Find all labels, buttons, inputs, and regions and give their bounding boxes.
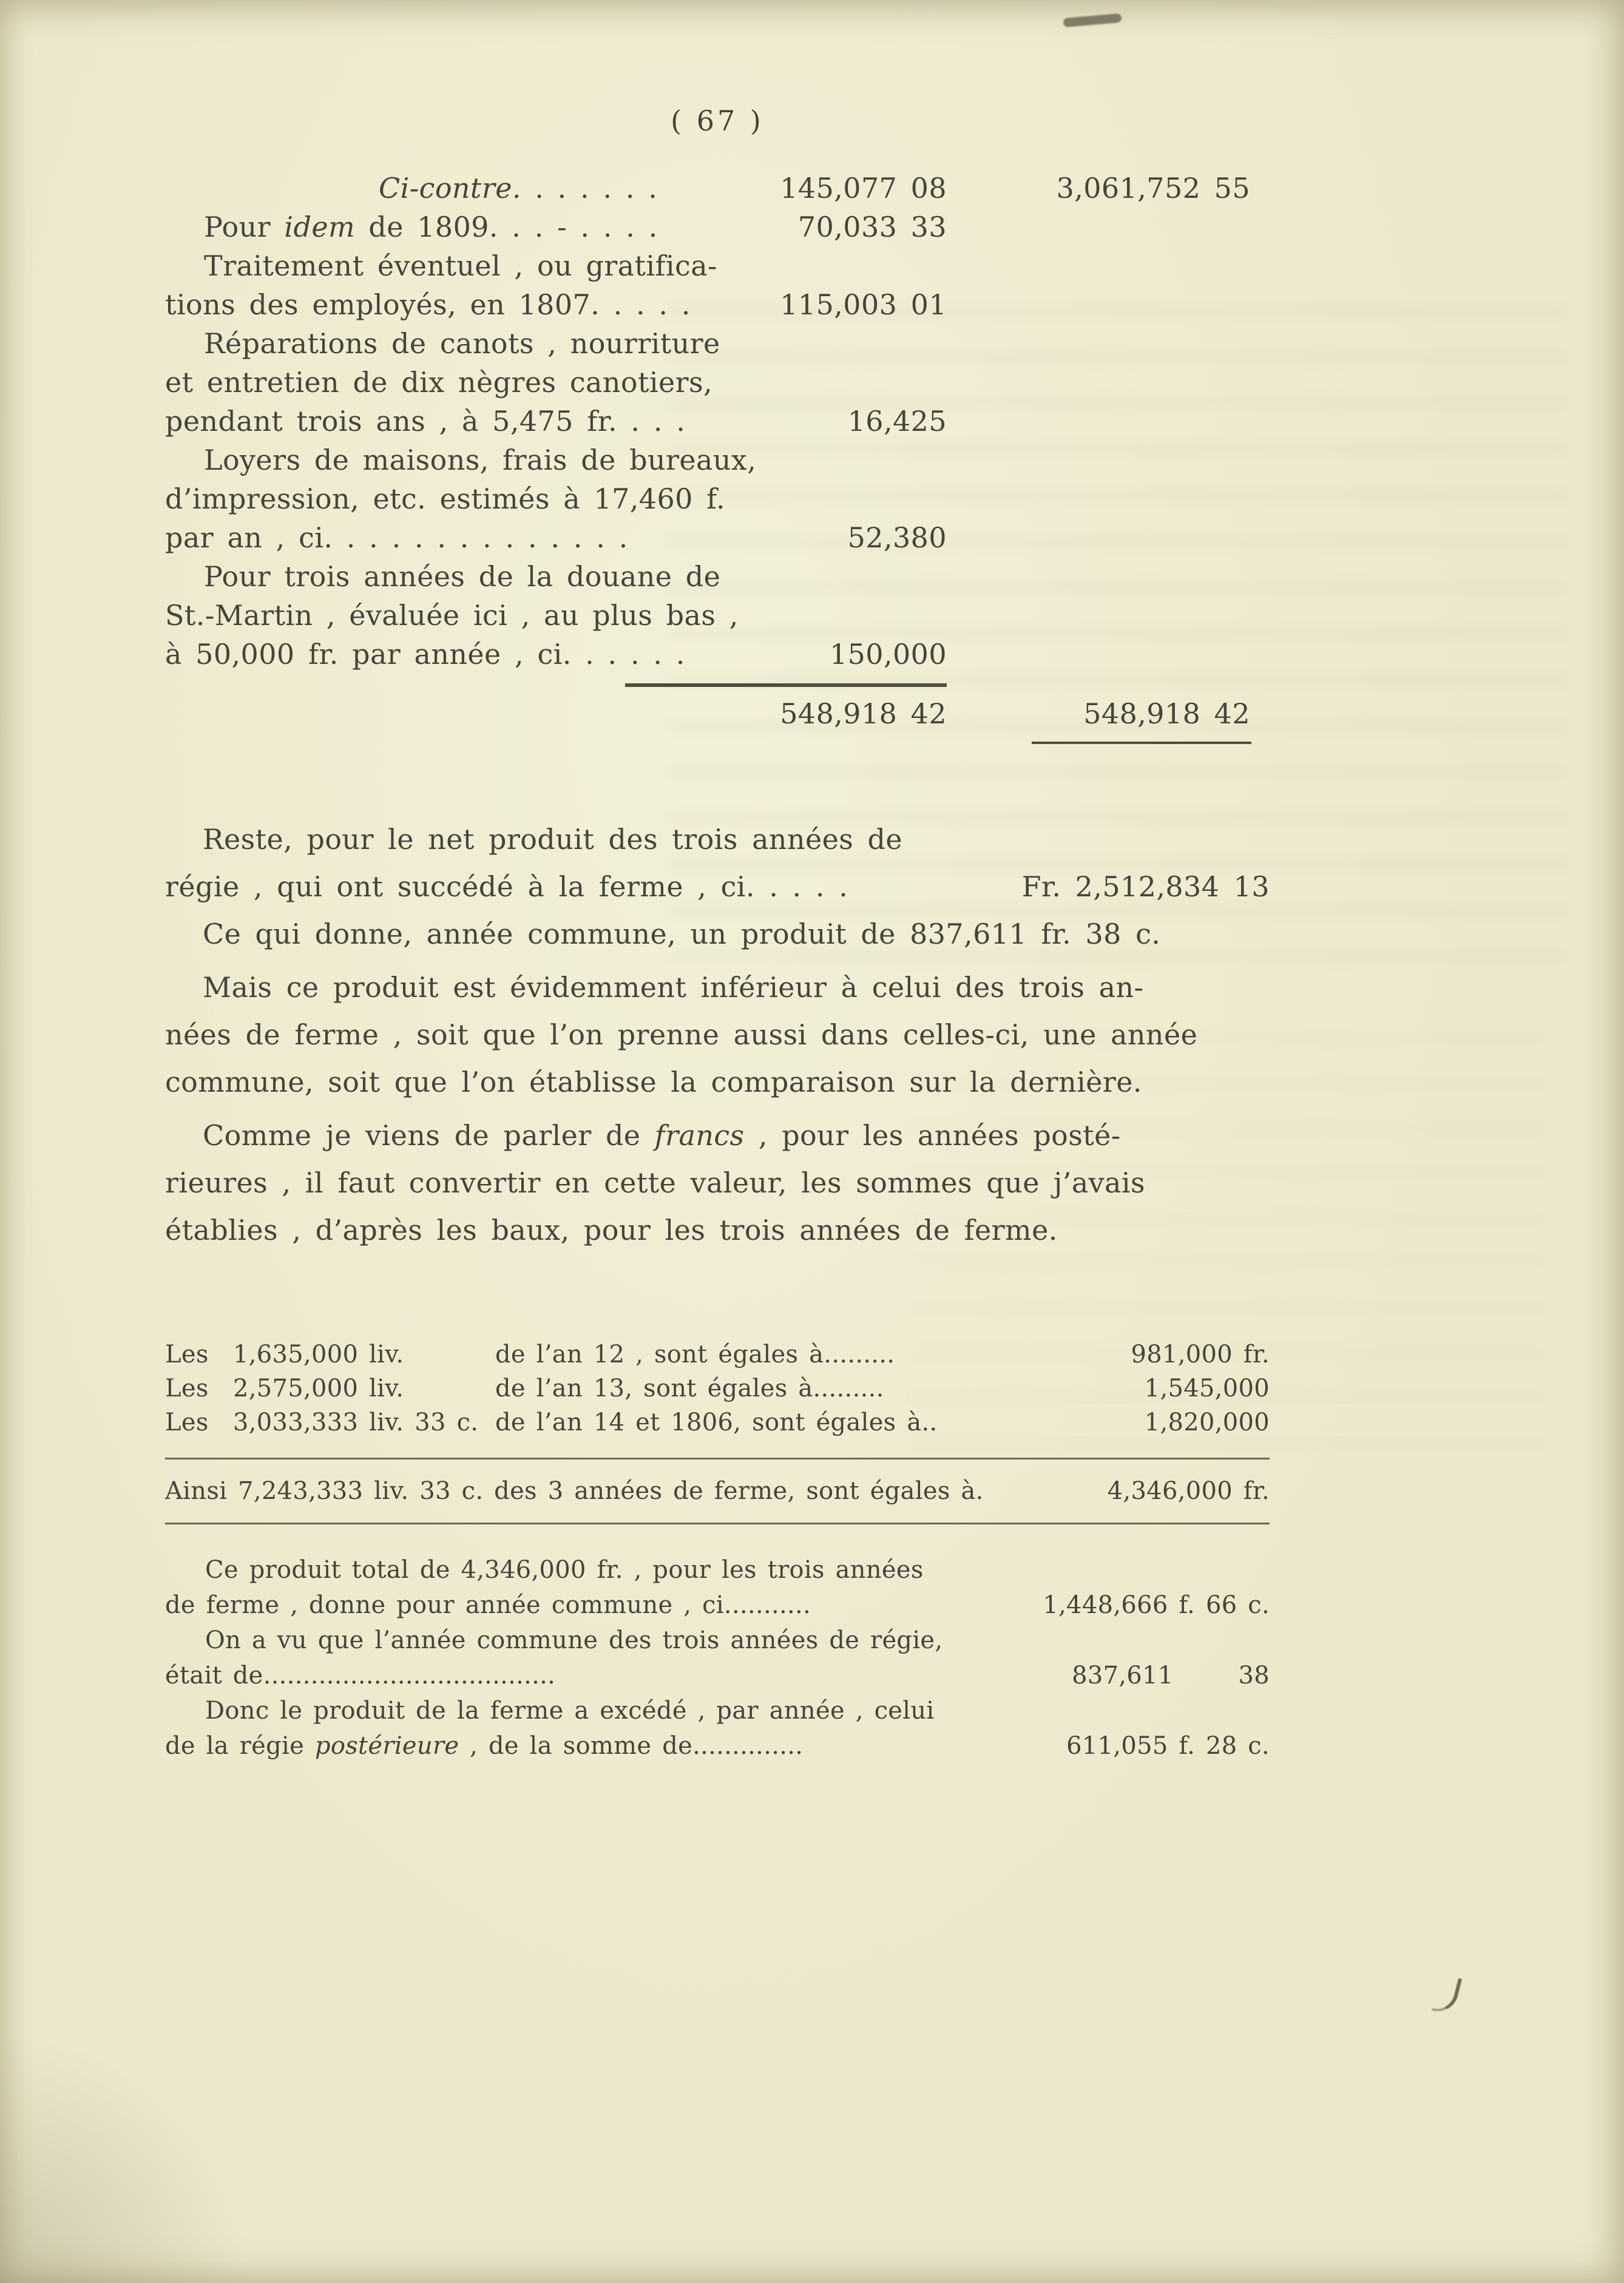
ledger-row: [165, 441, 1270, 479]
ledger-amount-col2: 3,061,752 55: [1056, 172, 1250, 205]
text-segment: , pour les années posté-: [744, 1119, 1121, 1152]
text-segment: Traitement éventuel , ou gratifica-: [204, 249, 717, 282]
ledger-row: [165, 363, 1270, 402]
paragraph-line: [165, 1588, 1270, 1623]
text-segment: de la régie: [165, 1732, 315, 1760]
paragraph-line: nées de ferme , soit que l’on prenne aussi dans celles-ci, une année: [165, 1018, 1198, 1051]
spacer: [165, 694, 766, 733]
ledger-label: [165, 518, 766, 557]
ledger-amount-col1: [766, 246, 947, 285]
ledger-row: [165, 596, 1270, 635]
paragraph-line: Reste, pour le net produit des trois années de: [203, 823, 902, 856]
ledger-amount-col2: [947, 363, 1250, 402]
ledger-amount-col1: [766, 557, 947, 596]
conversion-amount: 1,820,000: [1144, 1409, 1270, 1436]
text-segment: Pour: [204, 211, 285, 243]
paragraph-line: Mais ce produit est évidemment inférieur à celui des trois an-: [203, 971, 1144, 1004]
conversion-les: Les: [165, 1409, 209, 1436]
ledger-amount-col1: [766, 324, 947, 363]
text-segment: par an , ci. . . . . . . . . . . . . .: [165, 521, 628, 554]
ledger-amount-col1: 145,077 08: [780, 172, 947, 205]
narrative-section: [165, 816, 1270, 1254]
text-segment-italic: Ci-contre.: [379, 172, 521, 205]
ink-smudge-top: [1063, 13, 1122, 27]
text-segment: [165, 1728, 803, 1764]
paragraph-line: établies , d’après les baux, pour les trois années de ferme.: [165, 1214, 1058, 1246]
sum-rule-top: [625, 683, 947, 687]
conversion-qty: 3,033,333 liv. 33 c.: [233, 1409, 479, 1436]
paragraph-line: [165, 1658, 1270, 1693]
ledger-amount-col1: 70,033 33: [797, 211, 947, 243]
ledger-row: [165, 285, 1270, 324]
conversion-amount: 1,545,000: [1144, 1375, 1270, 1402]
ledger-amount-col1: [766, 363, 947, 402]
ledger-total-col2: 548,918 42: [1083, 697, 1250, 730]
paragraph-line: [165, 863, 1270, 910]
text-segment: Comme je viens de parler de: [203, 1119, 655, 1152]
ledger-row: [165, 169, 1270, 208]
amount-value: Fr. 2,512,834 13: [1021, 870, 1270, 903]
text-segment: à 50,000 fr. par année , ci. . . . . .: [165, 638, 685, 671]
ledger-label: [165, 441, 766, 479]
paragraph-line: Ce qui donne, année commune, un produit de 837,611 fr. 38 c.: [203, 918, 1161, 950]
sum-rule-bottom: [1032, 742, 1251, 744]
amount-value: 4,346,000 fr.: [1107, 1477, 1270, 1505]
text-segment: Loyers de maisons, frais de bureaux,: [204, 444, 757, 476]
paragraph-line: [165, 1728, 1270, 1764]
table-rule-bottom: [165, 1523, 1270, 1524]
conversion-table: [165, 1338, 1270, 1524]
text-segment: Réparations de canots , nourriture: [204, 327, 720, 360]
text-segment-italic: postérieure: [314, 1732, 459, 1760]
ledger-row: [165, 324, 1270, 363]
conversion-qty: 2,575,000 liv.: [233, 1375, 404, 1402]
ledger-row: [165, 402, 1270, 441]
conversion-desc: de l’an 12 , sont égales à.........: [495, 1341, 895, 1368]
page-number: ( 67 ): [671, 104, 764, 137]
ledger-row: [165, 479, 1270, 518]
ledger-label: [165, 635, 766, 674]
ledger-amount-col2: [947, 596, 1250, 635]
ledger-amount-col2: [947, 246, 1250, 285]
ledger-label: [165, 324, 766, 363]
conversion-row: [165, 1371, 1270, 1405]
paragraph-line: rieures , il faut convertir en cette valeur, les sommes que j’avais: [165, 1166, 1145, 1199]
ledger-row: [165, 518, 1270, 557]
paragraph-line: Donc le produit de la ferme a excédé , par année , celui: [205, 1697, 935, 1725]
ledger-label: [165, 479, 766, 518]
conversion-row: [165, 1405, 1270, 1439]
ledger-label: [165, 285, 766, 324]
ledger-label: [165, 557, 766, 596]
final-computation-section: [165, 1552, 1270, 1764]
ledger-label: [165, 363, 766, 402]
ledger-amount-col1: [766, 596, 947, 635]
ledger-amount-col1: 150,000: [829, 638, 947, 671]
conversion-desc: de l’an 13, sont égales à.........: [495, 1375, 884, 1402]
ledger-amount-col2: [947, 441, 1250, 479]
text-segment: Ainsi 7,243,333 liv. 33 c. des 3 années de ferme, sont égales à.: [165, 1477, 984, 1505]
page-corner-shadow: [0, 2016, 267, 2283]
ledger-section: [165, 169, 1270, 744]
conversion-les: Les: [165, 1341, 209, 1368]
conversion-amount: 981,000 fr.: [1131, 1341, 1270, 1368]
ledger-amount-col1: [766, 441, 947, 479]
ledger-row: [165, 246, 1270, 285]
conversion-summary-row: [165, 1474, 1270, 1508]
ledger-row: [165, 635, 1270, 674]
paragraph-line: [165, 1112, 1270, 1159]
text-segment-italic: francs: [654, 1119, 745, 1152]
text-segment: pendant trois ans , à 5,475 fr. . . .: [165, 405, 686, 438]
paragraph-line: commune, soit que l’on établisse la comparaison sur la dernière.: [165, 1066, 1142, 1098]
page-content: [165, 104, 1270, 1764]
ledger-amount-col2: [947, 402, 1250, 441]
ledger-row: [165, 208, 1270, 246]
text-segment: était de.....................................: [165, 1662, 556, 1689]
ledger-total-col1: 548,918 42: [780, 697, 947, 730]
ledger-label: [165, 246, 766, 285]
text-segment: d’impression, etc. estimés à 17,460 f.: [165, 482, 725, 515]
paragraph-line: Ce produit total de 4,346,000 fr. , pour les trois années: [205, 1556, 924, 1584]
ledger-amount-col2: [947, 557, 1250, 596]
amount-value: 1,448,666 f. 66 c.: [1043, 1591, 1270, 1619]
table-rule-top: [165, 1458, 1270, 1459]
ledger-amount-col1: [766, 479, 947, 518]
amount-value: 837,611 38: [1072, 1662, 1270, 1689]
text-segment: et entretien de dix nègres canotiers,: [165, 366, 713, 399]
text-segment: régie , qui ont succédé à la ferme , ci. . . . .: [165, 870, 848, 903]
ledger-amount-col1: 115,003 01: [780, 288, 947, 321]
conversion-desc: de l’an 14 et 1806, sont égales à..: [495, 1409, 938, 1436]
text-segment: de ferme , donne pour année commune , ci...........: [165, 1591, 811, 1619]
text-segment: . . . . . .: [521, 172, 658, 205]
amount-value: 611,055 f. 28 c.: [1066, 1732, 1270, 1760]
ledger-label: [165, 169, 766, 208]
text-segment: tions des employés, en 1807. . . . .: [165, 288, 691, 321]
ledger-label: [165, 596, 766, 635]
conversion-qty: 1,635,000 liv.: [233, 1341, 404, 1368]
ledger-amount-col2: [947, 518, 1250, 557]
conversion-row: [165, 1338, 1270, 1371]
ledger-amount-col2: [947, 324, 1250, 363]
ledger-totals-row: [165, 694, 1270, 733]
ledger-amount-col2: [947, 208, 1250, 246]
ledger-label: [165, 402, 766, 441]
ledger-amount-col2: [947, 285, 1250, 324]
text-segment: de 1809. . . - . . . .: [355, 211, 658, 243]
ledger-amount-col2: [947, 479, 1250, 518]
ledger-amount-col2: [947, 635, 1250, 674]
ledger-row: [165, 557, 1270, 596]
ledger-label: [165, 208, 766, 246]
text-segment: , de la somme de..............: [459, 1732, 804, 1760]
conversion-les: Les: [165, 1375, 209, 1402]
paragraph-line: On a vu que l’année commune des trois années de régie,: [205, 1626, 943, 1654]
ledger-amount-col1: 52,380: [847, 521, 947, 554]
text-segment-italic: idem: [284, 211, 355, 243]
ledger-amount-col1: 16,425: [847, 405, 947, 438]
ink-mark-bottom-right: [1432, 1974, 1462, 2016]
text-segment: Pour trois années de la douane de: [204, 560, 721, 593]
text-segment: St.-Martin , évaluée ici , au plus bas ,: [165, 599, 739, 632]
